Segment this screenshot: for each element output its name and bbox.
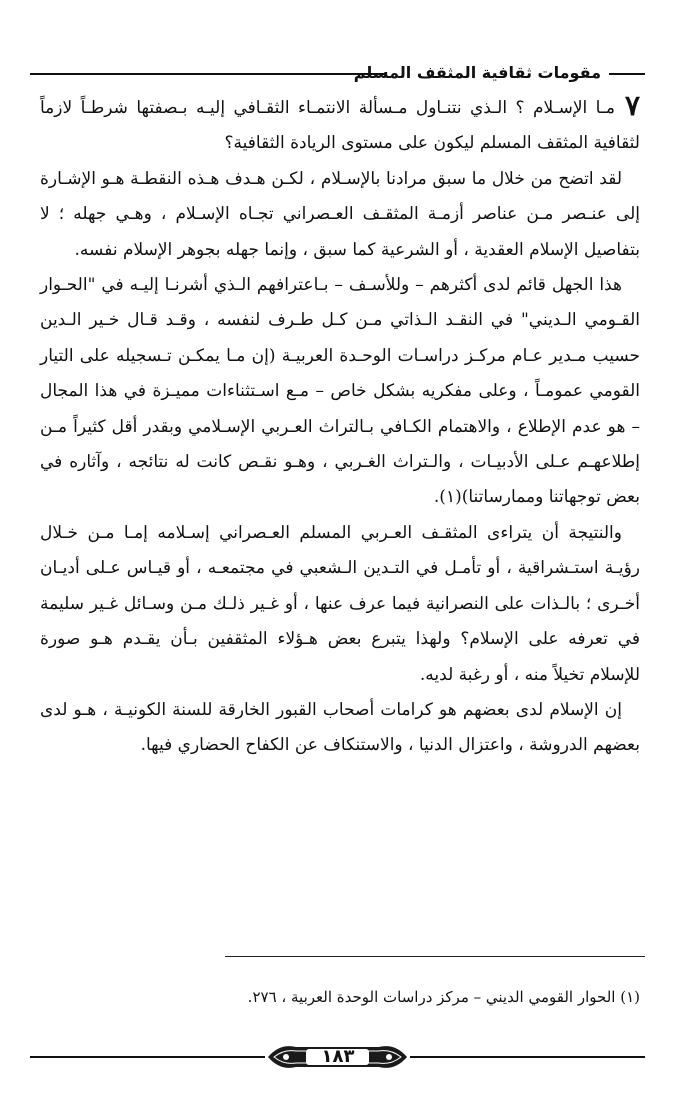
header-title: مقومات ثقافية المثقف المسلم bbox=[353, 63, 601, 82]
page-number: ١٨٣ bbox=[321, 1046, 355, 1067]
paragraph: إن الإسلام لدى بعضهم هو كرامات أصحاب القبور الخارقة للسنة الكونيـة ، هـو لدى بعضهم الدروشة ، واعتزال الدنيا ، والاستنكاف عن الكفاح الحضاري فيها. bbox=[40, 699, 640, 756]
question-number: ٧ bbox=[624, 89, 640, 122]
footer-rule-left bbox=[30, 1056, 265, 1058]
paragraph-question bbox=[40, 91, 640, 162]
body-text bbox=[40, 91, 640, 764]
paragraph: لقد اتضح من خلال ما سبق مرادنا بالإسـلام ، لكـن هـدف هـذه النقطـة هـو الإشـارة إلى عنـصر مـن عناصر أزمـة المثقـف العـصراني تجـاه الإسـلام ، وهـي جهله ؛ لا بتفاصيل الإسلام العقدية ، أو الشرعية كما سبق ، وإنما جهله بجوهر الإسلام نفسه. bbox=[40, 168, 640, 260]
header-rule-left bbox=[30, 73, 385, 75]
footnote: (١) الحوار القومي الديني – مركز دراسات الوحدة العربية ، ٢٧٦. bbox=[247, 988, 640, 1006]
running-header bbox=[30, 60, 645, 88]
footer-rule-right bbox=[410, 1056, 645, 1058]
page-footer bbox=[30, 1037, 645, 1077]
header-rule-right bbox=[609, 73, 645, 75]
footnote-rule bbox=[225, 956, 645, 957]
paragraph: والنتيجة أن يتراءى المثقـف العـربي المسلم العـصراني إسـلامه إمـا مـن خـلال رؤيـة استـشراقية ، أو تأمـل في التـدين الـشعبي في مجتمعـه ، أو قيـاس عـلى أديـان أخـرى ؛ بالـذات على النصرانية فيما عرف عنها ، أو غـير ذلـك مـن وسـائل غـير سليمة في تعرفه على الإسلام؟ ولهذا يتبرع بعض هـؤلاء المثقفين بـأن يقـدم هـو صورة للإسلام تخيلاً منه ، أو رغبة لديه. bbox=[40, 522, 640, 685]
paragraph: هذا الجهل قائم لدى أكثرهم – وللأسـف – بـاعترافهم الـذي أشرنـا إليـه في "الحـوار القـومي الـديني" في النقـد الـذاتي مـن كـل طـرف لنفسه ، وقـد قـال خـير الـدين حسيب مـدير عـام مركـز دراسـات الوحـدة العربيـة (إن مـا يمكـن تـسجيله على التيار القومي عمومـاً ، وعلى مفكريه بشكل خاص – مـع اسـتثناءات مميـزة في هذا المجال – هو عدم الإطلاع ، والاهتمام الكـافي بـالتراث العـربي الإسـلامي وبقدر أقل كثيراً مـن إطلاعهـم عـلى الأدبيـات ، والـتراث الغـربي ، وهـو نقـص كانت له نتائجه ، وآثاره في بعض توجهاتنا وممارساتنا)(١). bbox=[40, 275, 640, 508]
paragraph-text: مـا الإسـلام ؟ الـذي نتنـاول مـسألة الانتمـاء الثقـافي إليـه بـصفتها شرطـاً لازماً لثقافية المثقف المسلم ليكون على مستوى الريادة الثقافية؟ bbox=[40, 98, 640, 154]
